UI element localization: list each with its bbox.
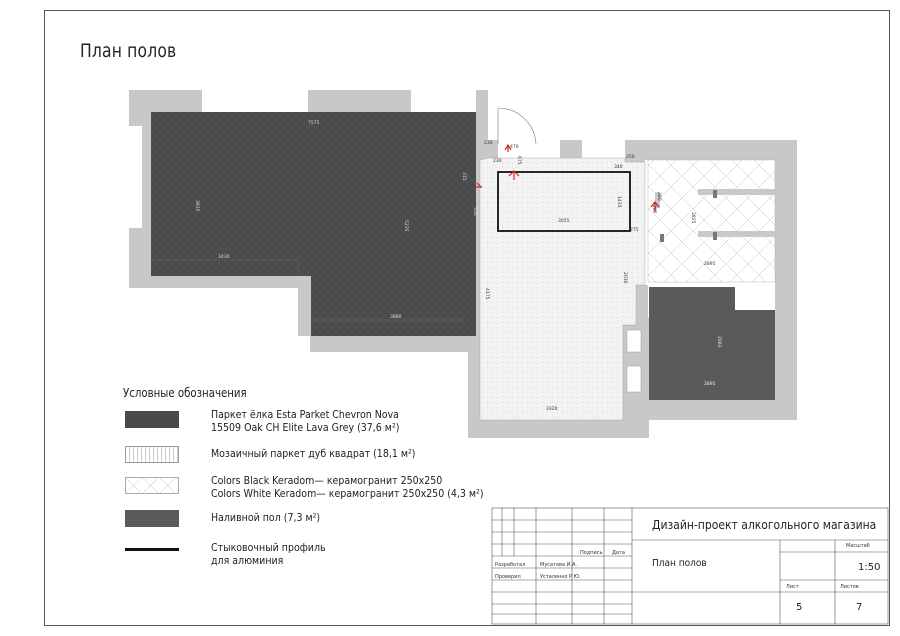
dim-lower-right-width: 2895 <box>704 382 716 387</box>
legend-text-line: 15509 Oak CH Elite Lava Grey (37,6 м²) <box>211 422 400 434</box>
dim-lower-right-height: 2063 <box>716 336 721 348</box>
dim-counter-width: 3055 <box>558 219 570 224</box>
dim-small-a: 315 <box>461 172 466 181</box>
dim-corridor-left: 4175 <box>484 288 489 300</box>
dim-inner-vertical: 5235 <box>403 220 408 232</box>
legend-text-line: Colors Black Keradom— керамогранит 250x250 <box>211 475 443 487</box>
title-block-developed-name: Мусатова И.А. <box>540 562 577 568</box>
title-block-sign-label: Подпись <box>580 550 603 556</box>
dim-door-b: 470 <box>510 145 519 150</box>
scale-label: Масштаб <box>846 543 870 549</box>
dim-corridor-mid: 2030 <box>622 272 627 284</box>
dim-tile-width: 2895 <box>704 262 716 267</box>
sheet-number: 5 <box>796 602 803 613</box>
dim-door-c: 675 <box>516 156 521 165</box>
dim-bottom-corridor: 3320 <box>546 407 558 412</box>
legend-text-line: для алюминия <box>211 555 284 567</box>
legend-text-line: Мозаичный паркет дуб квадрат (18,1 м²) <box>211 448 416 460</box>
dim-counter-side: 275 <box>630 228 639 233</box>
title-block-date-label: Дата <box>612 550 625 556</box>
sheets-total: 7 <box>856 602 863 613</box>
dim-top-main: 7575 <box>308 121 320 126</box>
legend-text-line: Стыковочный профиль <box>211 542 326 554</box>
dim-bottom-main: 3880 <box>390 315 402 320</box>
project-title: Дизайн-проект алкогольного магазина <box>652 518 877 532</box>
title-block-developed-label: Разработал <box>495 562 526 568</box>
dim-door-a: 230 <box>484 141 493 146</box>
dim-right-small-b: 287 <box>651 205 656 214</box>
dim-right-top-b: 250 <box>626 155 635 160</box>
sheets-label: Листов <box>840 584 859 590</box>
dim-right-top-a: 340 <box>614 165 623 170</box>
dim-right-small-a: 380 <box>656 192 661 201</box>
page-title: План полов <box>80 40 177 62</box>
dim-small-b: 550 <box>472 207 477 216</box>
legend-text-line: Наливной пол (7,3 м²) <box>211 512 321 524</box>
legend-title: Условные обозначения <box>123 386 247 400</box>
title-block-checked-name: Усталенко Р.Ю. <box>540 574 581 580</box>
legend-text-line: Паркет ёлка Esta Parket Chevron Nova <box>211 409 399 421</box>
sheet-label: Лист <box>786 584 799 590</box>
dim-counter-height: 1435 <box>616 196 621 208</box>
legend-text-line: Colors White Keradom— керамогранит 250x250 (4,3 м²) <box>211 488 484 500</box>
dim-left-height: 3835 <box>194 200 199 212</box>
dim-bottom-left: 3430 <box>218 255 230 260</box>
scale-value: 1:50 <box>858 562 881 573</box>
dim-door-d: 230 <box>493 159 502 164</box>
sheet-name: План полов <box>652 558 707 569</box>
dim-tile-height: 2825 <box>690 212 695 224</box>
title-block-checked-label: Проверил <box>495 574 521 580</box>
